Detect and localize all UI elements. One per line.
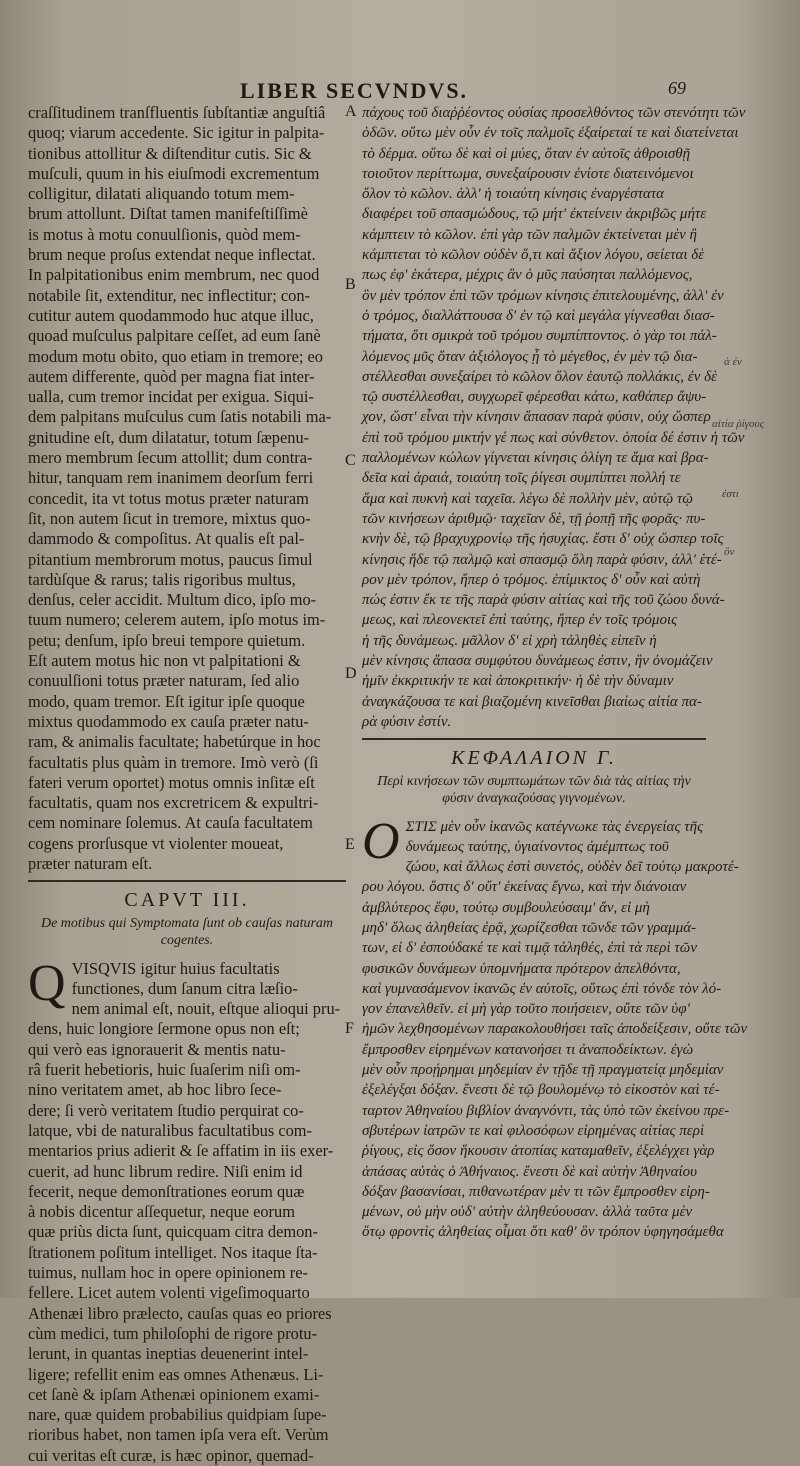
chapter-rule <box>28 880 346 882</box>
text-line: ὅτῳ φροντὶς ἀληθείας οἶμαι ὅτι καθ' ὃν τρόπον ὑφηγησάμεθα <box>362 1224 724 1241</box>
text-line: conuulſioni totus præter naturam, ſed alio <box>28 671 300 691</box>
text-line: ligere; refellit enim eas omnes Athenæus. Li- <box>28 1364 324 1384</box>
text-line: τήματα, ὅτι σμικρὰ τοῦ τρόμου συμπίπτοντος. ὁ γὰρ τοι πάλ- <box>362 328 717 345</box>
section-marker: D <box>345 665 357 682</box>
text-line: δεῖα καὶ ἀραιά, τοιαύτη τοῖς ῥίγεσι συμπίπτει πολλή τε <box>362 470 681 487</box>
text-line: δυνάμεως ταύτης, ὑγιαίνοντος ἀμέμπτως τοῦ <box>405 838 669 855</box>
latin-column <box>28 103 346 1466</box>
text-line: τὸ δέρμα. οὕτω δὲ καὶ οἱ μύες, ὅταν ἐν αὐτοῖς ἀθροισθῇ <box>362 145 691 162</box>
text-line: λόμενος μῦς ὅταν ἀξιόλογος ᾖ τὸ μέγεθος, ἐν μὲν τῷ δια- <box>362 348 698 365</box>
text-line: is motus à motu conuulſionis, quòd mem- <box>28 224 301 244</box>
running-header: LIBER SECVNDVS. <box>240 78 469 103</box>
text-line: muſculi, quum in his eiuſmodi excrementum <box>28 163 320 183</box>
text-line: ταρτον Ἀθηναίου βιβλίον ἀναγνόντι, τὰς ὑπὸ τῶν ἐκείνου πρε- <box>362 1102 730 1119</box>
chapter-title-greek: ΚΕΦΑΛΑΙΟΝ Γ. <box>451 747 617 770</box>
text-line: πως ἐφ' ἑκάτερα, μέχρις ἂν ὁ μῦς παύσηται παλλόμενος, <box>362 267 693 284</box>
text-line: τοιοῦτον περίττωμα, συνεξαίρουσιν ἐνίοτε διατεινόμενοι <box>362 165 694 182</box>
text-line: pitantium membrorum motus, paucus ſimul <box>28 549 313 569</box>
text-line: facultatis plus quàm in tremore. Imò verò (ſi <box>28 752 319 772</box>
text-line: ρου λόγου. ὅστις δ' οὔτ' ἐκείνας ἔγνω, καὶ τὴν διάνοιαν <box>362 879 687 896</box>
text-line: tionibus attollitur & diſtenditur cutis. Sic & <box>28 143 312 163</box>
text-line: μηδ' ὅλως ἀληθείας ἐρᾷ, χωρίζεσθαι τῶνδε τῶν γραμμά- <box>362 919 697 936</box>
text-line: præter naturam eſt. <box>28 853 153 873</box>
text-line: ὅλον τὸ κῶλον. ἀλλ' ἡ τοιαύτη κίνησις ἐναργέστατα <box>362 186 665 203</box>
text-line: quoq; viarum accedente. Sic igitur in palpita- <box>28 123 325 143</box>
text-line: tardùſque & rarus; talis rigoribus multus, <box>28 569 296 589</box>
text-line: ἀναγκάζουσα τε καὶ βιαζομένη κινεῖσθαι βιαίως αἰτία πα- <box>362 693 702 710</box>
text-line: nino veritatem amet, ab hoc libro ſece- <box>28 1080 282 1100</box>
text-line: τῷ συστέλλεσθαι, συγχωρεῖ φέρεσθαι κάτω, καθάπερ ἄψυ- <box>362 389 707 406</box>
text-line: Athenæi libro prælecto, cauſas quas eo priores <box>28 1303 332 1323</box>
text-line: ὁδῶν. οὕτω μὲν οὖν ἐν τοῖς παλμοῖς ἐξαίρεταί τε καὶ διατείνεται <box>362 125 739 142</box>
section-marker: C <box>345 452 356 469</box>
text-line: mixtus quodammodo ex cauſa præter natu- <box>28 711 309 731</box>
text-line: ὃν μὲν τρόπον ἐπὶ τῶν τρόμων κίνησις ἐπιτελουμένης, ἀλλ' ἐν <box>362 287 724 304</box>
text-line: μὲν οὖν προῄρημαι μηδεμίαν ἐν τῇδε τῇ πραγματείᾳ μηδεμίαν <box>362 1062 724 1079</box>
text-line: râ fuerit hebetioris, huic ſuaſerim niſi om- <box>28 1060 301 1080</box>
text-line: ΣΤΙΣ μὲν οὖν ἱκανῶς κατέγνωκε τὰς ἐνεργείας τῆς <box>405 818 704 835</box>
chapter-rule <box>362 738 706 740</box>
text-line: fateri verum oportet) motus omnis inſitæ eſt <box>28 772 315 792</box>
section-marker: B <box>345 276 356 293</box>
text-line: καὶ γυμνασάμενον ἱκανῶς ἐν αὐτοῖς, οὕτως ἐπὶ τόνδε τὸν λό- <box>362 980 722 997</box>
text-line: nem animal eſt, nouit, eſtque alioqui pru- <box>71 999 341 1019</box>
text-line: κίνησις ἥδε τῷ παλμῷ καὶ σπασμῷ ὅλη παρὰ φύσιν, ἀλλ' ἑτέ- <box>362 551 722 568</box>
text-line: ἡμῶν λεχθησομένων παρακολουθήσει ταῖς ἀποδείξεσιν, οὔτε τῶν <box>362 1021 748 1038</box>
text-line: παλλομένων κώλων γίγνεται κίνησις ὀλίγη τε ἅμα καὶ βρα- <box>362 450 709 467</box>
text-line: modum motu obito, quo etiam in tremore; eo <box>28 346 323 366</box>
text-line: ἔμπροσθεν εἰρημένων κατανοήσει τι ἀναποδείκτων. ἐγὼ <box>362 1041 694 1058</box>
text-line: autem differente, quòd per magna fiat inter- <box>28 366 315 386</box>
text-line: σβυτέρων ἰατρῶν τε καὶ φιλοσόφων εἰρημένας αἰτίας περὶ <box>362 1122 705 1139</box>
text-line: ſit, non autem ſicut in tremore, mixtus quo- <box>28 508 311 528</box>
text-line: cogens prorſusque vt violenter moueat, <box>28 833 284 853</box>
text-line: petu; denſum, ipſo breui tempore quietum. <box>28 630 306 650</box>
text-line: à nobis dicentur aſſequetur, neque eorum <box>28 1202 295 1222</box>
latin-text-block <box>28 103 346 874</box>
text-line: brum attollunt. Diſtat tamen manifeſtiſſimè <box>28 204 308 224</box>
text-line: ρον μὲν τρόπον, ἤπερ ὁ τρόμος. ἐπίμικτος δ' οὖν καὶ αὐτὴ <box>362 571 701 588</box>
chapter-subtitle: De motibus qui Symptomata ſunt ob cauſas naturam cogentes. <box>40 915 334 948</box>
chapter-subtitle-greek: Περὶ κινήσεων τῶν συμπτωμάτων τῶν διὰ τὰς αἰτίας τὴν φύσιν ἀναγκαζούσας γιγνομένων. <box>377 773 691 806</box>
text-line: cutitur autem quodammodo huc atque illuc, <box>28 305 314 325</box>
text-line: cui veritas eſt curæ, is hæc opinor, quemad- <box>28 1445 314 1465</box>
margin-note: ἀ ἐν <box>724 356 742 368</box>
chapter-title: CAPVT III. <box>124 889 250 912</box>
section-marker: F <box>345 1020 354 1037</box>
text-line: brum neque proſus extendat neque inflectat. <box>28 245 316 265</box>
text-line: ὁ τρόμος, διαλλάττουσα δ' ἐν τῷ καὶ μεγάλα γίγνεσθαι διασ- <box>362 307 715 324</box>
text-line: qui verò eas ignorauerit & mentis natu- <box>28 1039 286 1059</box>
text-line: μεως, καὶ πλεονεκτεῖ ἐπὶ ταύτης, ἤπερ ἐν τοῖς τρόμοις <box>362 612 678 629</box>
margin-note: αἰτία ῥίγους <box>712 418 765 430</box>
text-line: ἐξελέγξαι δόξαν. ἔνεστι δὲ τῷ βουλομένῳ τὸ εἰκοστὸν καὶ τέ- <box>362 1082 720 1099</box>
text-line: gnitudine eſt, dum dilatatur, totum ſæpenu- <box>28 427 310 447</box>
text-line: fellere. Licet autem volenti vigeſimoquarto <box>28 1283 310 1303</box>
latin-chapter-text <box>28 954 346 1466</box>
text-line: πώς ἐστιν ἔκ τε τῆς παρὰ φύσιν αἰτίας καὶ τῆς τοῦ ζώου δυνά- <box>362 592 725 609</box>
text-line: notabile ſit, extenditur, nec inflectitur; con- <box>28 285 310 305</box>
margin-note: ἐστι <box>722 488 739 500</box>
text-line: ualla, cum tremor incidat per exigua. Siqui- <box>28 387 314 407</box>
text-line: quæ priùs dicta ſunt, quicquam citra demon- <box>28 1222 318 1242</box>
text-line: hitur, tanquam rem inanimem deorſum ferri <box>28 468 314 488</box>
text-line: ἐπὶ τοῦ τρόμου μικτήν γέ πως καὶ σύνθετον. ὁποία δέ ἐστιν ἡ τῶν <box>362 429 745 446</box>
text-line: cùm medici, tum philoſophi de rigore protu- <box>28 1323 318 1343</box>
text-line: φυσικῶν δυνάμεων ὑπομνήματα πρότερον ἀπελθόντα, <box>362 960 681 977</box>
text-line: craſſitudinem tranſfluentis ſubſtantiæ anguſtiâ <box>28 103 326 122</box>
text-line: ἀμβλύτερος ἔφυ, τούτῳ συμβουλεύσαιμ' ἄν, εἰ μὴ <box>362 899 650 916</box>
text-line: κάμπτεται τὸ κῶλον οὐδὲν ὅ,τι καὶ ἄξιον λόγου, σείεται δὲ <box>362 247 705 264</box>
text-line: facultatis, quam nos excretricem & expultri- <box>28 793 319 813</box>
greek-chapter-text <box>362 812 748 1243</box>
text-line: mentarios prius adierit & ſe affatim in iis exer- <box>28 1141 334 1161</box>
text-line: τῶν κινήσεων ἀριθμῷ· ταχεῖαν δὲ, τῇ ῥοπῇ τῆς φορᾶς· πυ- <box>362 510 706 527</box>
text-line: rioribus habet, non tamen ipſa vera eſt. Verùm <box>28 1425 329 1445</box>
text-line: colligitur, dilatati aliquando totum mem- <box>28 184 295 204</box>
text-line: tuum numero; celerem autem, ipſo motus im- <box>28 610 326 630</box>
text-line: modo, quam tremor. Eſt igitur ipſe quoque <box>28 691 305 711</box>
text-line: των, εἰ δ' ἐσπούδακέ τε καὶ τιμᾷ τἀληθές, ἐπὶ τὰ περὶ τῶν <box>362 940 698 957</box>
text-line: κνὴν δὲ, τῷ βραχυχρονίῳ τῆς ἡσυχίας. ἔστι δ' οὐχ ὥσπερ τοῖς <box>362 531 724 548</box>
section-marker: A <box>345 103 357 120</box>
text-line: γον ἐπανελθεῖν. εἰ μὴ γὰρ τοῦτο ποιήσειεν, οὔτε τῶν ὑφ' <box>362 1001 690 1018</box>
text-line: denſus, celer accidit. Multum dico, ipſo mo- <box>28 590 317 610</box>
text-line: functiones, dum ſanum citra læſio- <box>71 978 298 998</box>
text-line: dere; ſi verò veritatem ſtudio perquirat co- <box>28 1100 304 1120</box>
dropcap-letter: Q <box>28 954 66 1012</box>
text-line: cem nominare ſolemus. At cauſa facultatem <box>28 813 313 833</box>
text-line: ram, & animalis facultate; habetúrque in hoc <box>28 732 321 752</box>
text-line: cuerit, ad hunc librum redire. Niſi enim id <box>28 1161 303 1181</box>
text-line: concedit, ita vt totus motus præter naturam <box>28 488 309 508</box>
text-line: ἡ τῆς δυνάμεως. μᾶλλον δ' εἰ χρὴ τἀληθὲς εἰπεῖν ἡ <box>362 632 657 649</box>
text-line: dens, huic longiore ſermone opus non eſt; <box>28 1019 300 1039</box>
text-line: ἁπάσας αὐτὰς ὁ Ἀθήναιος. ἔνεστι δὲ καὶ αὐτὴν Ἀθηναίου <box>362 1163 698 1180</box>
text-line: cet ſanè & ipſam Athenæi opinionem exami- <box>28 1384 320 1404</box>
page-number: 69 <box>668 78 686 98</box>
text-line: μὲν κίνησις ἅπασα συμφύτου δυνάμεως ἐστιν, ἣν ὀνομάζειν <box>362 653 713 670</box>
text-line: lerunt, in quantas ineptias deuenerint intel- <box>28 1344 309 1364</box>
text-line: mero membrum ſecum attollit; dum contra- <box>28 448 313 468</box>
text-line: VISQVIS igitur huius facultatis <box>71 958 280 978</box>
text-line: nare, quæ quidem probabilius quidpiam ſupe- <box>28 1405 327 1425</box>
dropcap-letter-greek: Ο <box>362 812 400 870</box>
text-line: ζώου, καὶ ἄλλως ἐστὶ συνετός, οὐδὲν δεῖ τούτῳ μακροτέ- <box>405 859 739 876</box>
section-marker: E <box>345 836 355 853</box>
text-line: χον, ὥστ' εἶναι τὴν κίνησιν ἅπασαν παρὰ φύσιν, οὐχ ὥσπερ <box>362 409 711 426</box>
text-line: ſtrationem poſitum intelliget. Nos itaque ſta- <box>28 1242 318 1262</box>
text-line: κάμπτειν τὸ κῶλον. ἐπὶ γὰρ τῶν παλμῶν ἐκτείνεται μὲν ἢ <box>362 226 697 243</box>
text-line: In palpitationibus enim membrum, nec quod <box>28 265 320 285</box>
text-line: στέλλεσθαι συνεξαίρει τὸ κῶλον ὅλον ἑαυτῷ πολλάκις, ἐν δὲ <box>362 368 717 385</box>
text-line: latque, vbi de naturalibus facultatibus com- <box>28 1120 313 1140</box>
text-line: quoad muſculus palpitare ceſſet, ad eum ſanè <box>28 326 321 346</box>
text-line: fecerit, neque demonſtrationes eorum quæ <box>28 1181 305 1201</box>
text-line: διαφέρει τοῦ σπασμώδους, τῷ μήτ' ἐκτείνειν ἀκριβῶς μήτε <box>362 206 707 223</box>
text-line: Eſt autem motus hic non vt palpitationi & <box>28 651 301 671</box>
text-line: ρὰ φύσιν ἐστίν. <box>362 713 452 730</box>
text-line: tuimus, nullam hoc in opere opinionem re- <box>28 1263 308 1283</box>
text-line: ἅμα καὶ πυκνὴ καὶ ταχεῖα. λέγω δὲ πολλὴν μὲν, αὐτῷ τῷ <box>362 490 693 507</box>
margin-note: ὃν <box>724 546 735 558</box>
text-line: ἡμῖν ἐκκριτικήν τε καὶ ἀποκριτικήν· ἡ δὲ τὴν δύναμιν <box>362 673 674 690</box>
text-line: δόξαν βασανίσαι, πιθανωτέραν μὲν τι τῶν ἔμπροσθεν εἰρη- <box>362 1183 710 1200</box>
text-line: dem palpitans muſculus cum ſatis notabili ma- <box>28 407 332 427</box>
text-line: πάχους τοῦ διαῤῥέοντος οὐσίας προσελθόντος τῶν στενότητι τῶν <box>362 105 746 121</box>
text-line: ῥίγους, εἰς ὅσον ἥκουσιν ἀτοπίας καταμαθεῖν, ἐξελέγχει γὰρ <box>362 1143 715 1160</box>
text-line: μένων, οὐ μὴν οὐδ' αὐτὴν ἀληθεύουσαν. ἀλλὰ ταῦτα μὲν <box>362 1204 693 1221</box>
text-line: dammodo & compoſitus. At qualis eſt pal- <box>28 529 305 549</box>
